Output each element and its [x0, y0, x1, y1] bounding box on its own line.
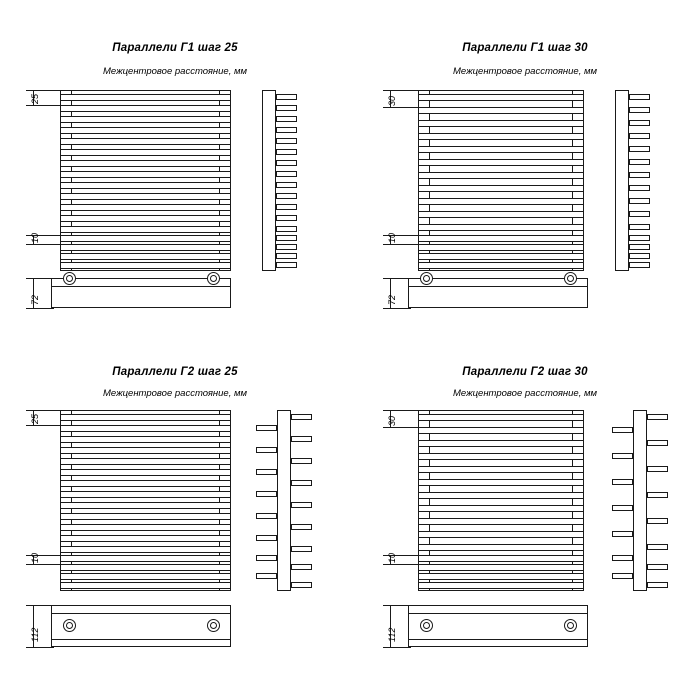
front-tube	[60, 555, 231, 562]
front-tube	[418, 582, 584, 589]
dim-ext-line	[26, 564, 62, 565]
plan-inner-line	[408, 286, 588, 287]
dim-ext-line	[26, 105, 62, 106]
side-fin	[276, 253, 297, 259]
side-fin-right	[291, 546, 312, 552]
front-tube	[418, 573, 584, 580]
front-tube	[60, 204, 231, 211]
side-fin	[276, 105, 297, 111]
side-fin-right	[291, 436, 312, 442]
side-fin-right	[647, 582, 668, 588]
side-fin-left	[256, 513, 277, 519]
front-tube	[418, 414, 584, 421]
dim-ext-line	[383, 647, 411, 648]
front-tube	[60, 138, 231, 145]
front-tube	[418, 453, 584, 460]
front-tube	[418, 262, 584, 269]
front-tube	[60, 226, 231, 233]
side-fin	[629, 253, 650, 259]
side-fin-right	[291, 414, 312, 420]
front-tube	[418, 211, 584, 218]
front-tube	[418, 133, 584, 140]
front-tube	[418, 172, 584, 179]
side-fin-right	[647, 518, 668, 524]
front-tube	[418, 235, 584, 242]
drawing-panel-g1-step-30	[350, 0, 700, 350]
front-tube	[418, 253, 584, 260]
dim-label-bottom-pitch: 10	[30, 232, 40, 243]
dim-ext-line	[26, 90, 62, 91]
plan-inner-line	[51, 613, 231, 614]
drawing-panel-g1-step-25	[0, 0, 350, 350]
front-tube	[418, 198, 584, 205]
front-tube	[60, 414, 231, 421]
side-fin-right	[291, 480, 312, 486]
front-tube	[60, 244, 231, 251]
plan-inner-line	[51, 639, 231, 640]
plan-inner-line	[51, 286, 231, 287]
front-tube	[60, 149, 231, 156]
dim-label-top-pitch: 30	[387, 415, 397, 426]
front-tube	[60, 513, 231, 520]
dim-ext-line	[26, 308, 54, 309]
side-fin-left	[612, 479, 633, 485]
panel-title: Параллели Г2 шаг 30	[462, 366, 588, 378]
front-tube	[60, 436, 231, 443]
front-bottom-edge	[60, 590, 231, 591]
side-fin-right	[647, 564, 668, 570]
dim-ext-line	[383, 244, 419, 245]
side-fin	[276, 226, 297, 232]
front-tube	[60, 458, 231, 465]
front-tube	[418, 518, 584, 525]
front-top-edge	[418, 90, 584, 91]
front-tube	[418, 492, 584, 499]
side-fin-right	[291, 582, 312, 588]
dim-label-top-pitch: 25	[30, 93, 40, 104]
side-fin	[629, 244, 650, 250]
front-tube	[60, 116, 231, 123]
front-tube	[60, 582, 231, 589]
plan-connection-circle-inner	[567, 275, 574, 282]
front-top-edge	[60, 90, 231, 91]
front-tube	[418, 159, 584, 166]
side-fin	[629, 262, 650, 268]
side-collector	[262, 90, 276, 271]
plan-inner-line	[408, 639, 588, 640]
side-fin-right	[647, 544, 668, 550]
side-fin-right	[291, 458, 312, 464]
front-tube	[60, 193, 231, 200]
side-fin	[276, 116, 297, 122]
dim-label-depth: 112	[387, 627, 397, 642]
side-fin	[629, 211, 650, 217]
side-fin-left	[256, 491, 277, 497]
front-bottom-edge	[60, 270, 231, 271]
front-tube	[418, 440, 584, 447]
side-fin-left	[612, 573, 633, 579]
front-tube	[60, 564, 231, 571]
front-tube	[418, 505, 584, 512]
side-fin-left	[256, 447, 277, 453]
side-fin	[629, 120, 650, 126]
panel-title: Параллели Г2 шаг 25	[112, 366, 238, 378]
front-bottom-edge	[418, 590, 584, 591]
dim-ext-line	[383, 605, 411, 606]
plan-outline	[51, 278, 231, 308]
dim-ext-line	[26, 425, 62, 426]
side-fin	[629, 224, 650, 230]
plan-connection-circle-inner	[210, 622, 217, 629]
plan-connection-circle-inner	[66, 622, 73, 629]
side-fin-right	[291, 502, 312, 508]
dim-label-depth: 72	[30, 294, 40, 305]
side-fin-right	[291, 564, 312, 570]
dim-label-top-pitch: 25	[30, 413, 40, 424]
side-fin	[276, 160, 297, 166]
panel-subtitle: Межцентровое расстояние, мм	[452, 66, 598, 77]
front-tube	[418, 146, 584, 153]
front-top-edge	[418, 410, 584, 411]
front-tube	[60, 447, 231, 454]
dim-ext-line	[383, 278, 411, 279]
side-collector	[633, 410, 647, 591]
plan-connection-circle-inner	[423, 622, 430, 629]
front-tube	[60, 535, 231, 542]
plan-outline	[408, 605, 588, 647]
dim-ext-line	[26, 244, 62, 245]
side-fin-right	[647, 466, 668, 472]
dim-ext-line	[26, 410, 62, 411]
front-tube	[60, 105, 231, 112]
panel-title: Параллели Г1 шаг 25	[112, 42, 238, 54]
side-fin	[276, 262, 297, 268]
dim-ext-line	[383, 107, 419, 108]
front-tube	[60, 127, 231, 134]
front-tube	[418, 479, 584, 486]
panel-subtitle: Межцентровое расстояние, мм	[102, 388, 248, 399]
side-fin	[276, 193, 297, 199]
side-fin-left	[256, 573, 277, 579]
front-tube	[418, 564, 584, 571]
plan-connection-circle-inner	[567, 622, 574, 629]
side-fin-left	[256, 425, 277, 431]
front-tube	[60, 469, 231, 476]
side-fin-left	[612, 505, 633, 511]
dim-label-depth: 72	[387, 294, 397, 305]
dim-ext-line	[383, 564, 419, 565]
dim-ext-line	[383, 427, 419, 428]
front-tube	[418, 94, 584, 101]
front-tube	[418, 544, 584, 551]
side-fin	[276, 204, 297, 210]
side-fin	[629, 198, 650, 204]
side-fin	[629, 133, 650, 139]
dim-ext-line	[26, 647, 54, 648]
front-tube	[60, 235, 231, 242]
front-tube	[418, 555, 584, 562]
front-tube	[60, 425, 231, 432]
front-tube	[418, 107, 584, 114]
dim-label-bottom-pitch: 10	[387, 552, 397, 563]
side-fin-left	[612, 531, 633, 537]
side-fin	[276, 127, 297, 133]
side-fin-left	[256, 555, 277, 561]
side-fin	[629, 94, 650, 100]
front-tube	[418, 185, 584, 192]
side-fin	[629, 185, 650, 191]
dim-label-bottom-pitch: 10	[387, 232, 397, 243]
front-tube	[418, 531, 584, 538]
plan-inner-line	[408, 613, 588, 614]
front-top-edge	[60, 410, 231, 411]
front-tube	[60, 160, 231, 167]
side-fin	[276, 244, 297, 250]
side-fin	[629, 172, 650, 178]
front-tube	[60, 502, 231, 509]
side-fin	[276, 171, 297, 177]
front-tube	[418, 224, 584, 231]
side-fin-left	[612, 427, 633, 433]
front-tube	[60, 215, 231, 222]
dim-ext-line	[383, 90, 419, 91]
front-tube	[60, 262, 231, 269]
drawing-panel-g2-step-30	[350, 350, 700, 700]
side-fin	[276, 149, 297, 155]
side-fin-left	[256, 469, 277, 475]
front-tube	[418, 466, 584, 473]
side-fin-left	[612, 555, 633, 561]
front-tube	[60, 253, 231, 260]
front-tube	[418, 244, 584, 251]
drawing-panel-g2-step-25	[0, 350, 350, 700]
side-fin-left	[612, 453, 633, 459]
panel-subtitle: Межцентровое расстояние, мм	[452, 388, 598, 399]
side-collector	[277, 410, 291, 591]
dim-label-depth: 112	[30, 627, 40, 642]
side-fin	[629, 146, 650, 152]
side-fin	[276, 182, 297, 188]
side-collector	[615, 90, 629, 271]
dim-ext-line	[383, 410, 419, 411]
side-fin-right	[647, 492, 668, 498]
dim-ext-line	[383, 308, 411, 309]
front-tube	[418, 427, 584, 434]
side-fin	[276, 94, 297, 100]
side-fin	[629, 159, 650, 165]
dim-label-top-pitch: 30	[387, 95, 397, 106]
front-tube	[60, 491, 231, 498]
front-tube	[60, 573, 231, 580]
side-fin-right	[647, 440, 668, 446]
panel-title: Параллели Г1 шаг 30	[462, 42, 588, 54]
side-fin	[629, 107, 650, 113]
side-fin-left	[256, 535, 277, 541]
dim-label-bottom-pitch: 10	[30, 552, 40, 563]
plan-connection-circle-inner	[210, 275, 217, 282]
plan-connection-circle-inner	[66, 275, 73, 282]
panel-subtitle: Межцентровое расстояние, мм	[102, 66, 248, 77]
side-fin	[276, 235, 297, 241]
front-tube	[60, 546, 231, 553]
front-tube	[418, 120, 584, 127]
side-fin-right	[291, 524, 312, 530]
side-fin	[629, 235, 650, 241]
front-tube	[60, 171, 231, 178]
side-fin-right	[647, 414, 668, 420]
front-tube	[60, 182, 231, 189]
dim-ext-line	[26, 605, 54, 606]
front-tube	[60, 524, 231, 531]
plan-outline	[408, 278, 588, 308]
dim-ext-line	[26, 278, 54, 279]
plan-outline	[51, 605, 231, 647]
side-fin	[276, 138, 297, 144]
front-bottom-edge	[418, 270, 584, 271]
side-fin	[276, 215, 297, 221]
plan-connection-circle-inner	[423, 275, 430, 282]
front-tube	[60, 480, 231, 487]
front-tube	[60, 94, 231, 101]
